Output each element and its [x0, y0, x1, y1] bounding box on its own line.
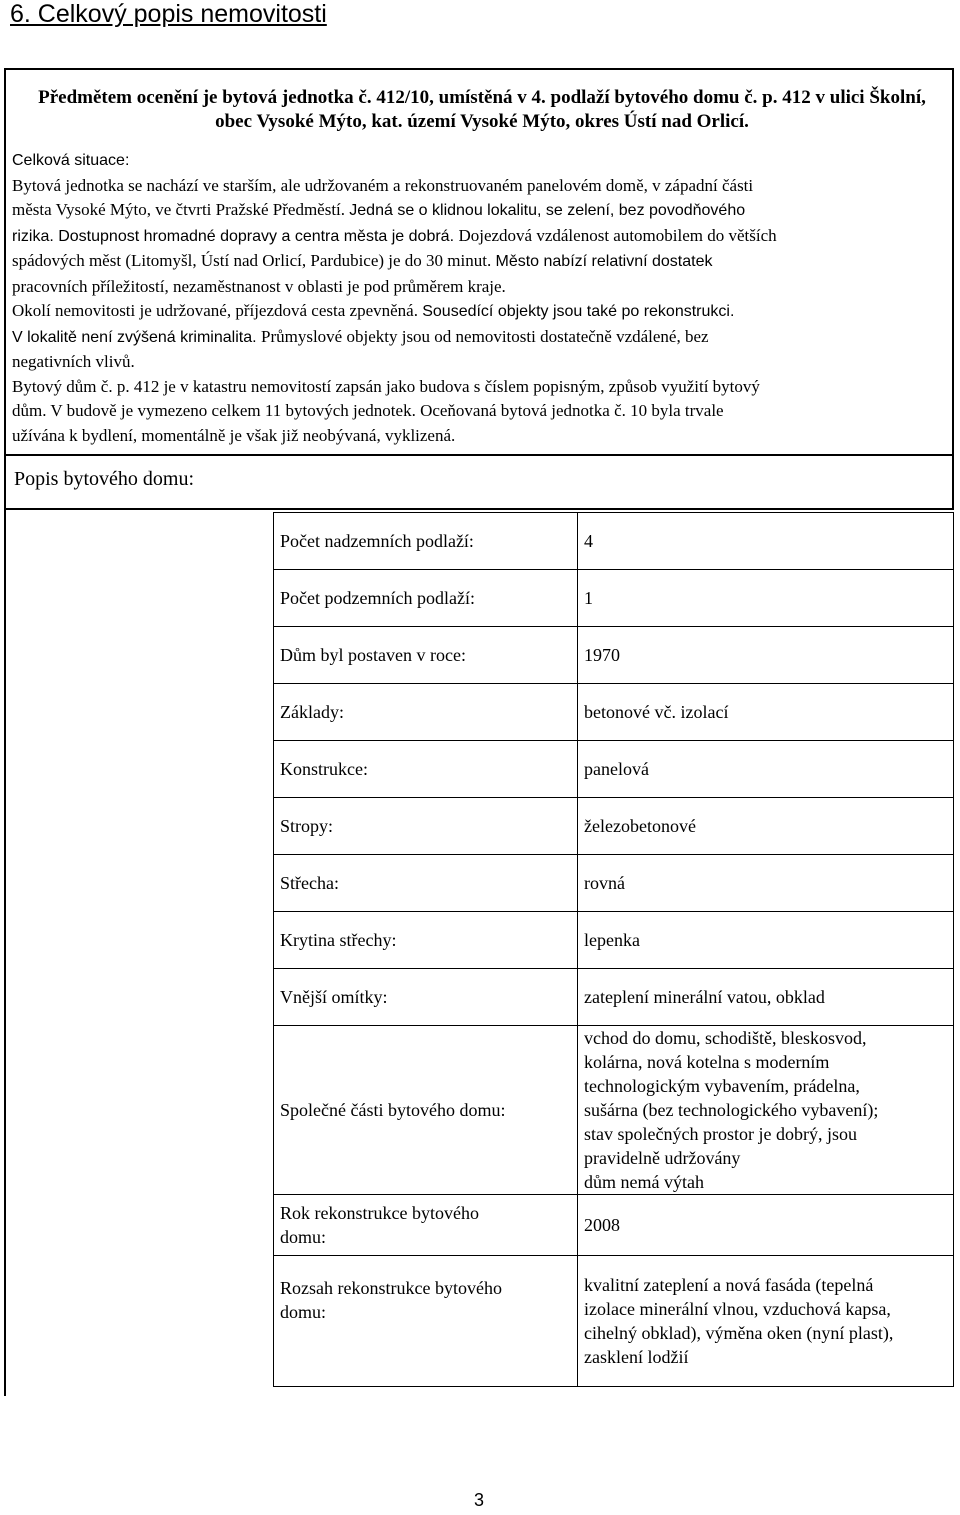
- situation-text-run: Bytový dům č. p. 412 je v katastru nemovitostí zapsán jako budova s číslem popisným, způsob využití bytový: [12, 376, 760, 396]
- situation-line: [12, 174, 948, 199]
- spec-row: [274, 513, 954, 570]
- spec-row: [274, 1256, 954, 1387]
- spec-label: Stropy:: [274, 798, 578, 855]
- situation-text-run: pracovních příležitostí, nezaměstnanost v oblasti je pod průměrem kraje.: [12, 276, 506, 296]
- spec-row: [274, 1195, 954, 1256]
- spec-value: 1970: [578, 627, 954, 684]
- situation-text-run: Průmyslové objekty jsou od nemovitosti dostatečně vzdálené, bez: [261, 326, 709, 346]
- spec-value: 1: [578, 570, 954, 627]
- situation-text-run: V lokalitě není zvýšená kriminalita.: [12, 328, 261, 346]
- spec-row: [274, 684, 954, 741]
- spec-row: [274, 912, 954, 969]
- document-heading: 6. Celkový popis nemovitosti: [10, 0, 327, 28]
- situation-text-run: města Vysoké Mýto, ve čtvrti Pražské Předměstí.: [12, 200, 350, 219]
- situation-text-run: Bytová jednotka se nachází ve starším, ale udržovaném a rekonstruovaném panelovém domě, v západní části: [12, 175, 754, 195]
- situation-text-run: užívána k bydlení, momentálně je však již neobývaná, vyklizená.: [12, 425, 456, 445]
- situation-line: [12, 350, 948, 375]
- situation-text-run: negativních vlivů.: [12, 352, 135, 371]
- spec-row: [274, 855, 954, 912]
- spec-label: Rozsah rekonstrukce bytového domu:: [274, 1256, 578, 1387]
- spec-label: Dům byl postaven v roce:: [274, 627, 578, 684]
- spec-label: Počet nadzemních podlaží:: [274, 513, 578, 570]
- situation-text-run: spádových měst (Litomyšl, Ústí nad Orlicí, Pardubice) je do 30 minut.: [12, 251, 496, 270]
- situation-line: [12, 275, 948, 300]
- spec-label: Střecha:: [274, 855, 578, 912]
- situation-line: [12, 399, 948, 424]
- page-number: 3: [474, 1490, 485, 1510]
- spec-label: Společné části bytového domu:: [274, 1026, 578, 1195]
- spec-label: Počet podzemních podlaží:: [274, 570, 578, 627]
- situation-text-run: rizika. Dostupnost hromadné dopravy a centra města je dobrá.: [12, 227, 459, 245]
- building-spec-table: [273, 512, 954, 1387]
- section-title: Popis bytového domu:: [14, 468, 195, 490]
- spec-value: vchod do domu, schodiště, bleskosvod, kolárna, nová kotelna s moderním technologickým vybavením, prádelna, sušárna (bez technologického vybavení); stav společných prostor je dobrý, jsou pravidelně udržovány dům nemá výtah: [578, 1026, 954, 1195]
- situation-line: [12, 325, 948, 351]
- spec-value: betonové vč. izolací: [578, 684, 954, 741]
- situation-text-run: Město nabízí relativní dostatek: [495, 253, 713, 270]
- spec-label: Konstrukce:: [274, 741, 578, 798]
- spec-value: lepenka: [578, 912, 954, 969]
- spec-value: zateplení minerální vatou, obklad: [578, 969, 954, 1026]
- spec-row: [274, 1026, 954, 1195]
- left-border-rule: [4, 510, 6, 1396]
- spec-value: rovná: [578, 855, 954, 912]
- spec-row: [274, 798, 954, 855]
- spec-row: [274, 627, 954, 684]
- section-header-box: [4, 454, 954, 510]
- spec-label: Krytina střechy:: [274, 912, 578, 969]
- situation-text-run: Celková situace:: [12, 152, 130, 169]
- situation-line: [12, 299, 948, 325]
- situation-line: [12, 249, 948, 275]
- situation-line: [12, 148, 948, 174]
- spec-label: Základy:: [274, 684, 578, 741]
- spec-value: 2008: [578, 1195, 954, 1256]
- situation-text-run: Jedná se o klidnou lokalitu, se zelení, bez povodňového: [349, 202, 746, 219]
- situation-text-run: Sousedící objekty jsou také po rekonstrukci.: [422, 303, 735, 320]
- situation-text-run: dům. V budově je vymezeno celkem 11 bytových jednotek. Oceňovaná bytová jednotka č. 10 byla trvale: [12, 401, 724, 420]
- spec-row: [274, 741, 954, 798]
- situation-text-run: Dojezdová vzdálenost automobilem do větších: [458, 225, 777, 245]
- situation-line: [12, 424, 948, 449]
- spec-value: kvalitní zateplení a nová fasáda (tepelná izolace minerální vlnou, vzduchová kapsa, cihelný obklad), výměna oken (nyní plast), zasklení lodžií: [578, 1256, 954, 1387]
- situation-text-run: Okolí nemovitosti je udržované, příjezdová cesta zpevněná.: [12, 301, 423, 320]
- situation-line: [12, 224, 948, 250]
- intro-box: [4, 68, 954, 456]
- situation-text: [12, 148, 948, 448]
- spec-row: [274, 570, 954, 627]
- spec-value: železobetonové: [578, 798, 954, 855]
- spec-row: [274, 969, 954, 1026]
- spec-label: Rok rekonstrukce bytového domu:: [274, 1195, 578, 1256]
- spec-label: Vnější omítky:: [274, 969, 578, 1026]
- valuation-subject: Předmětem ocenění je bytová jednotka č. 412/10, umístěná v 4. podlaží bytového domu č. p. 412 v ulici Školní, obec Vysoké Mýto, kat. území Vysoké Mýto, okres Ústí nad Orlicí.: [38, 87, 926, 132]
- situation-line: [12, 375, 948, 400]
- spec-value: 4: [578, 513, 954, 570]
- situation-line: [12, 198, 948, 224]
- spec-value: panelová: [578, 741, 954, 798]
